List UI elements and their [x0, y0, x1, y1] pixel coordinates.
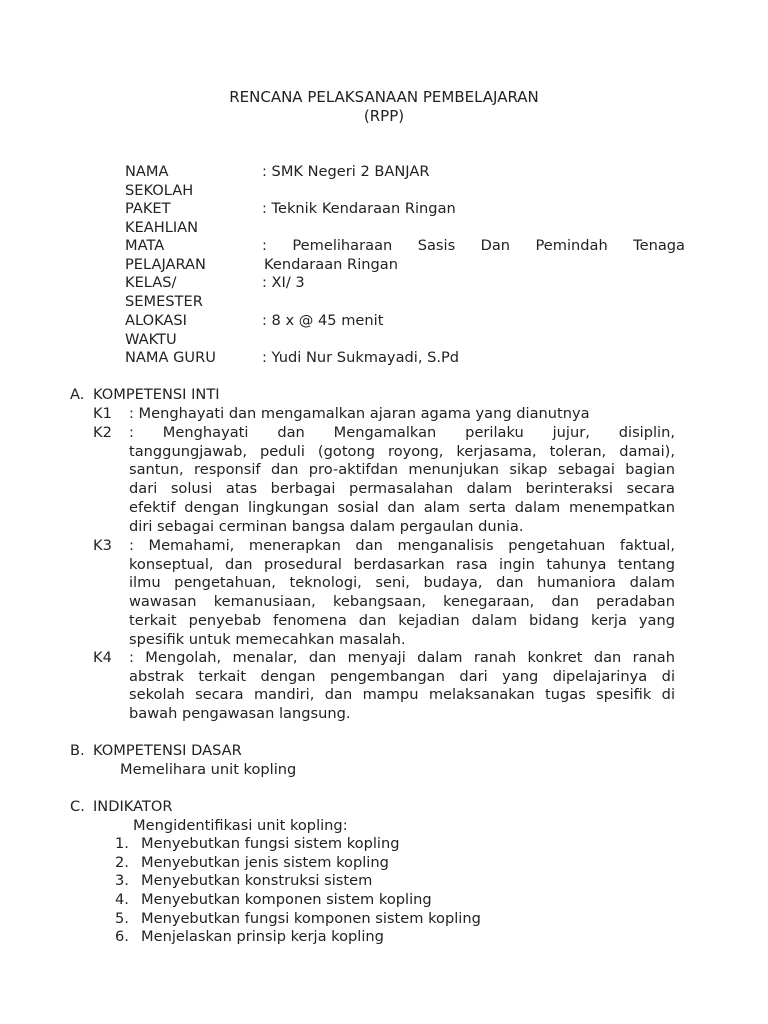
- label-nama-sekolah-2: SEKOLAH: [125, 182, 194, 199]
- k4-label: K4: [93, 649, 112, 666]
- k3-line: wawasan kemanusiaan, kebangsaan, kenegaraan, dan peradaban: [129, 593, 675, 611]
- list-number: 4.: [115, 891, 129, 908]
- k4-text: [129, 649, 675, 724]
- label-alokasi-waktu-1: ALOKASI: [125, 312, 187, 329]
- list-number: 6.: [115, 928, 129, 945]
- list-item: [115, 910, 481, 929]
- section-b-letter: B.: [70, 742, 85, 759]
- k4-line: abstrak terkait dengan pengembangan dari yang dipelajarinya di: [129, 667, 675, 685]
- list-text: Menyebutkan konstruksi sistem: [141, 872, 373, 889]
- k2-text: [129, 424, 675, 536]
- label-alokasi-waktu-2: WAKTU: [125, 331, 177, 348]
- label-paket-keahlian-2: KEAHLIAN: [125, 219, 199, 236]
- label-kelas-semester-1: KELAS/: [125, 274, 177, 291]
- label-kelas-semester-2: SEMESTER: [125, 293, 203, 310]
- value-alokasi-waktu: : 8 x @ 45 menit: [262, 312, 384, 329]
- label-mata-pelajaran-1: MATA: [125, 237, 165, 254]
- list-text: Menyebutkan komponen sistem kopling: [141, 891, 432, 908]
- k3-line: : Memahami, menerapkan dan menganalisis pengetahuan faktual,: [129, 537, 675, 554]
- list-number: 3.: [115, 872, 129, 889]
- label-nama-sekolah-1: NAMA: [125, 163, 169, 180]
- k3-line: spesifik untuk memecahkan masalah.: [129, 630, 406, 648]
- document-title: RENCANA PELAKSANAAN PEMBELAJARAN: [229, 88, 539, 106]
- section-a-heading: KOMPETENSI INTI: [93, 386, 220, 403]
- list-text: Menjelaskan prinsip kerja kopling: [141, 928, 384, 945]
- list-text: Menyebutkan jenis sistem kopling: [141, 854, 389, 871]
- k2-line: efektif dengan lingkungan sosial dan alam serta dalam menempatkan: [129, 498, 675, 516]
- section-a-letter: A.: [70, 386, 85, 403]
- k4-line: : Mengolah, menalar, dan menyaji dalam ranah konkret dan ranah: [129, 649, 675, 666]
- value-mata-pelajaran-line1: : Pemeliharaan Sasis Dan Pemindah Tenaga: [262, 237, 685, 254]
- section-b-text: Memelihara unit kopling: [120, 761, 297, 778]
- section-b-heading: KOMPETENSI DASAR: [93, 742, 242, 759]
- k1-label: K1: [93, 405, 112, 422]
- list-number: 5.: [115, 910, 129, 927]
- list-item: [115, 854, 389, 873]
- k2-line: santun, responsif dan pro-aktifdan menunjukan sikap sebagai bagian: [129, 461, 675, 479]
- k3-line: ilmu pengetahuan, teknologi, seni, budaya, dan humaniora dalam: [129, 574, 675, 592]
- k2-label: K2: [93, 424, 112, 441]
- value-paket-keahlian: : Teknik Kendaraan Ringan: [262, 200, 456, 217]
- list-text: Menyebutkan fungsi komponen sistem kopling: [141, 910, 481, 927]
- list-number: 1.: [115, 835, 129, 852]
- label-mata-pelajaran-2: PELAJARAN: [125, 256, 206, 273]
- list-number: 2.: [115, 854, 129, 871]
- k4-line: sekolah secara mandiri, dan mampu melaksanakan tugas spesifik di: [129, 686, 675, 704]
- k3-line: terkait penyebab fenomena dan kejadian dalam bidang kerja yang: [129, 611, 675, 629]
- label-nama-guru: NAMA GURU: [125, 349, 216, 366]
- k3-label: K3: [93, 537, 112, 554]
- k4-line: bawah pengawasan langsung.: [129, 705, 351, 723]
- section-c-letter: C.: [70, 798, 85, 815]
- k2-line: diri sebagai cerminan bangsa dalam pergaulan dunia.: [129, 517, 524, 535]
- list-item: [115, 835, 399, 854]
- k1-text: : Menghayati dan mengamalkan ajaran agama yang dianutnya: [129, 405, 590, 422]
- k3-text: [129, 537, 675, 649]
- k2-line: : Menghayati dan Mengamalkan perilaku jujur, disiplin,: [129, 424, 675, 441]
- k2-line: tanggungjawab, peduli (gotong royong, kerjasama, toleran, damai),: [129, 442, 675, 460]
- k3-line: konseptual, dan prosedural berdasarkan rasa ingin tahunya tentang: [129, 555, 675, 573]
- value-nama-guru: : Yudi Nur Sukmayadi, S.Pd: [262, 349, 460, 366]
- value-nama-sekolah: : SMK Negeri 2 BANJAR: [262, 163, 430, 180]
- label-paket-keahlian-1: PAKET: [125, 200, 171, 217]
- list-item: [115, 872, 372, 891]
- list-text: Menyebutkan fungsi sistem kopling: [141, 835, 400, 852]
- value-kelas-semester: : XI/ 3: [262, 274, 305, 291]
- section-c-heading: INDIKATOR: [93, 798, 173, 815]
- section-c-intro: Mengidentifikasi unit kopling:: [133, 817, 348, 834]
- list-item: [115, 891, 432, 910]
- k2-line: dari solusi atas berbagai permasalahan dalam berinteraksi secara: [129, 480, 675, 498]
- document-subtitle: (RPP): [363, 107, 405, 125]
- list-item: [115, 928, 384, 947]
- value-mata-pelajaran-line2: Kendaraan Ringan: [264, 256, 398, 273]
